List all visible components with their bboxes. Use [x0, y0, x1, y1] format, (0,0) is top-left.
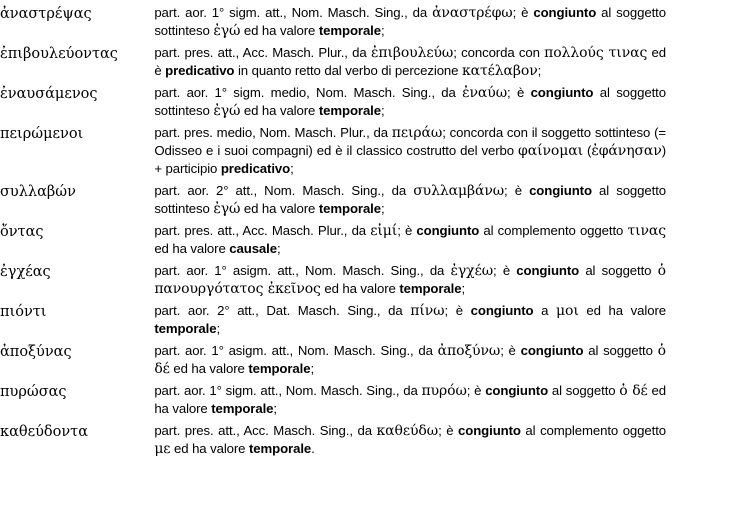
analysis-text: ; concorda con il soggetto sottinteso (= Odisseo e i suoi compagni) ed è il classico costrutto del verbo: [154, 125, 666, 158]
gloss-row: [0, 222, 666, 262]
greek-word: ἐπιβουλεύω: [370, 45, 454, 61]
analysis-text: ed è: [154, 45, 666, 78]
greek-word: ἐναύω: [462, 85, 508, 101]
greek-participle: ἀναστρέψας: [0, 6, 92, 22]
greek-word: καθεύδω: [376, 423, 439, 439]
bold-term: temporale: [248, 441, 312, 456]
analysis-text: ; è: [507, 85, 531, 100]
analysis-text: part. aor. 2° att., Nom. Masch. Sing., da: [154, 183, 414, 198]
greek-word: πειράω: [391, 125, 443, 141]
analysis-text: ed ha valore: [240, 103, 319, 118]
bold-term: temporale: [154, 321, 217, 336]
analysis-text: ;: [310, 361, 315, 376]
greek-word: πίνω: [410, 303, 445, 319]
analysis-text: ; è: [493, 263, 517, 278]
greek-word: ἀναστρέφω: [432, 5, 513, 21]
greek-participle: πυρώσας: [0, 384, 67, 400]
analysis-text: ; è: [504, 183, 530, 198]
analysis-text: part. aor. 1° sigm. att., Nom. Masch. Sing., da: [154, 383, 422, 398]
greek-word: ἐφάνησαν: [591, 143, 662, 159]
analysis-text: ;: [537, 63, 542, 78]
analysis-text: ed ha valore: [240, 23, 319, 38]
grammatical-analysis: [154, 222, 666, 262]
greek-participle: καθεύδοντα: [0, 424, 88, 440]
bold-term: causale: [229, 241, 277, 256]
bold-term: congiunto: [520, 343, 584, 358]
analysis-text: al complemento oggetto: [520, 423, 666, 438]
analysis-text: ed ha valore: [169, 361, 249, 376]
bold-term: congiunto: [533, 5, 597, 20]
analysis-text: ed ha valore: [154, 241, 230, 256]
greek-word: ὁ πανουργότατος ἐκεῖνος: [154, 263, 666, 297]
participle-gloss-table: [0, 4, 666, 462]
grammatical-analysis: [154, 4, 666, 44]
grammatical-analysis: [154, 182, 666, 222]
bold-term: predicativo: [220, 161, 291, 176]
analysis-text: ; è: [397, 223, 417, 238]
analysis-text: ; è: [500, 343, 521, 358]
gloss-row: [0, 302, 666, 342]
analysis-text: a: [533, 303, 557, 318]
analysis-text: ; è: [444, 303, 471, 318]
greek-participle: ὄντας: [0, 224, 44, 240]
greek-word: ἐγώ: [213, 201, 241, 217]
bold-term: temporale: [211, 401, 274, 416]
bold-term: temporale: [318, 103, 381, 118]
gloss-row: [0, 382, 666, 422]
greek-participle: πειρώμενοι: [0, 126, 84, 142]
analysis-text: part. pres. att., Acc. Masch. Plur., da: [154, 45, 371, 60]
analysis-text: part. pres. att., Acc. Masch. Plur., da: [154, 223, 371, 238]
analysis-text: ;: [461, 281, 466, 296]
gloss-row: [0, 4, 666, 44]
bold-term: congiunto: [416, 223, 480, 238]
analysis-text: ;: [380, 23, 385, 38]
analysis-text: ;: [216, 321, 221, 336]
analysis-text: ;: [380, 103, 385, 118]
greek-participle: συλλαβών: [0, 184, 76, 200]
bold-term: temporale: [399, 281, 462, 296]
gloss-row: [0, 124, 666, 182]
analysis-text: ed ha valore: [154, 383, 666, 416]
gloss-row: [0, 342, 666, 382]
grammatical-analysis: [154, 382, 666, 422]
greek-word: με: [154, 441, 171, 457]
bold-term: congiunto: [470, 303, 534, 318]
bold-term: temporale: [318, 201, 381, 216]
greek-word: ἐγώ: [213, 103, 241, 119]
greek-word: πυρόω: [421, 383, 467, 399]
grammatical-analysis: [154, 44, 666, 84]
analysis-text: ; concorda con: [453, 45, 545, 60]
bold-term: temporale: [248, 361, 311, 376]
analysis-text: (: [582, 143, 592, 158]
analysis-text: ;: [273, 401, 277, 416]
grammatical-analysis: [154, 422, 666, 462]
bold-term: congiunto: [529, 183, 592, 198]
analysis-text: al soggetto sottinteso: [154, 183, 666, 216]
greek-word: τινας: [627, 223, 666, 239]
analysis-text: al soggetto: [579, 263, 658, 278]
grammatical-analysis: [154, 342, 666, 382]
greek-word: πολλούς τινας: [544, 45, 648, 61]
grammatical-analysis: [154, 262, 666, 302]
analysis-text: ed ha valore: [320, 281, 400, 296]
analysis-text: part. pres. att., Acc. Masch. Sing., da: [154, 423, 377, 438]
analysis-text: part. aor. 1° asigm. att., Nom. Masch. Sing., da: [154, 263, 451, 278]
bold-term: temporale: [318, 23, 381, 38]
analysis-text: .: [311, 441, 315, 456]
analysis-text: al soggetto: [548, 383, 620, 398]
bold-term: congiunto: [485, 383, 549, 398]
analysis-text: part. aor. 1° sigm. medio, Nom. Masch. Sing., da: [154, 85, 463, 100]
bold-term: congiunto: [516, 263, 580, 278]
analysis-text: ) + participio: [154, 143, 666, 176]
gloss-table-body: [0, 4, 666, 462]
bold-term: congiunto: [530, 85, 594, 100]
analysis-text: part. aor. 1° asigm. att., Nom. Masch. Sing., da: [154, 343, 438, 358]
greek-word: φαίνομαι: [518, 143, 583, 159]
bold-term: congiunto: [458, 423, 521, 438]
greek-participle: ἐναυσάμενος: [0, 86, 98, 102]
greek-word: εἰμί: [370, 223, 398, 239]
greek-word: ὁ δέ: [619, 383, 648, 399]
greek-word: ὁ δέ: [154, 343, 666, 377]
gloss-row: [0, 84, 666, 124]
greek-participle: ἀποξύνας: [0, 344, 72, 360]
analysis-text: ; è: [512, 5, 534, 20]
analysis-text: part. pres. medio, Nom. Masch. Plur., da: [154, 125, 392, 140]
greek-word: κατέλαβον: [461, 63, 538, 79]
analysis-text: ed ha valore: [170, 441, 249, 456]
analysis-text: ed ha valore: [240, 201, 319, 216]
analysis-text: ed ha valore: [578, 303, 666, 318]
greek-participle: ἐπιβουλεύοντας: [0, 46, 118, 62]
analysis-text: in quanto retto dal verbo di percezione: [234, 63, 462, 78]
analysis-text: part. aor. 2° att., Dat. Masch. Sing., da: [154, 303, 411, 318]
greek-word: μοι: [556, 303, 579, 319]
analysis-text: al soggetto sottinteso: [154, 85, 666, 118]
analysis-text: ;: [276, 241, 281, 256]
greek-participle: πιόντι: [0, 304, 47, 320]
greek-word: ἐγώ: [213, 23, 241, 39]
grammatical-analysis: [154, 302, 666, 342]
analysis-text: ;: [380, 201, 385, 216]
analysis-text: ; è: [466, 383, 486, 398]
gloss-row: [0, 182, 666, 222]
gloss-row: [0, 262, 666, 302]
greek-participle: ἐγχέας: [0, 264, 51, 280]
analysis-text: part. aor. 1° sigm. att., Nom. Masch. Sing., da: [154, 5, 433, 20]
gloss-row: [0, 422, 666, 462]
greek-word: συλλαμβάνω: [413, 183, 505, 199]
grammatical-analysis: [154, 84, 666, 124]
analysis-text: al soggetto: [583, 343, 658, 358]
greek-word: ἀποξύνω: [437, 343, 501, 359]
bold-term: predicativo: [165, 63, 235, 78]
greek-word: ἐγχέω: [450, 263, 494, 279]
gloss-row: [0, 44, 666, 84]
grammatical-analysis: [154, 124, 666, 182]
analysis-text: ; è: [438, 423, 459, 438]
analysis-text: ;: [290, 161, 294, 176]
analysis-text: al complemento oggetto: [479, 223, 628, 238]
analysis-text: al soggetto sottinteso: [154, 5, 666, 38]
